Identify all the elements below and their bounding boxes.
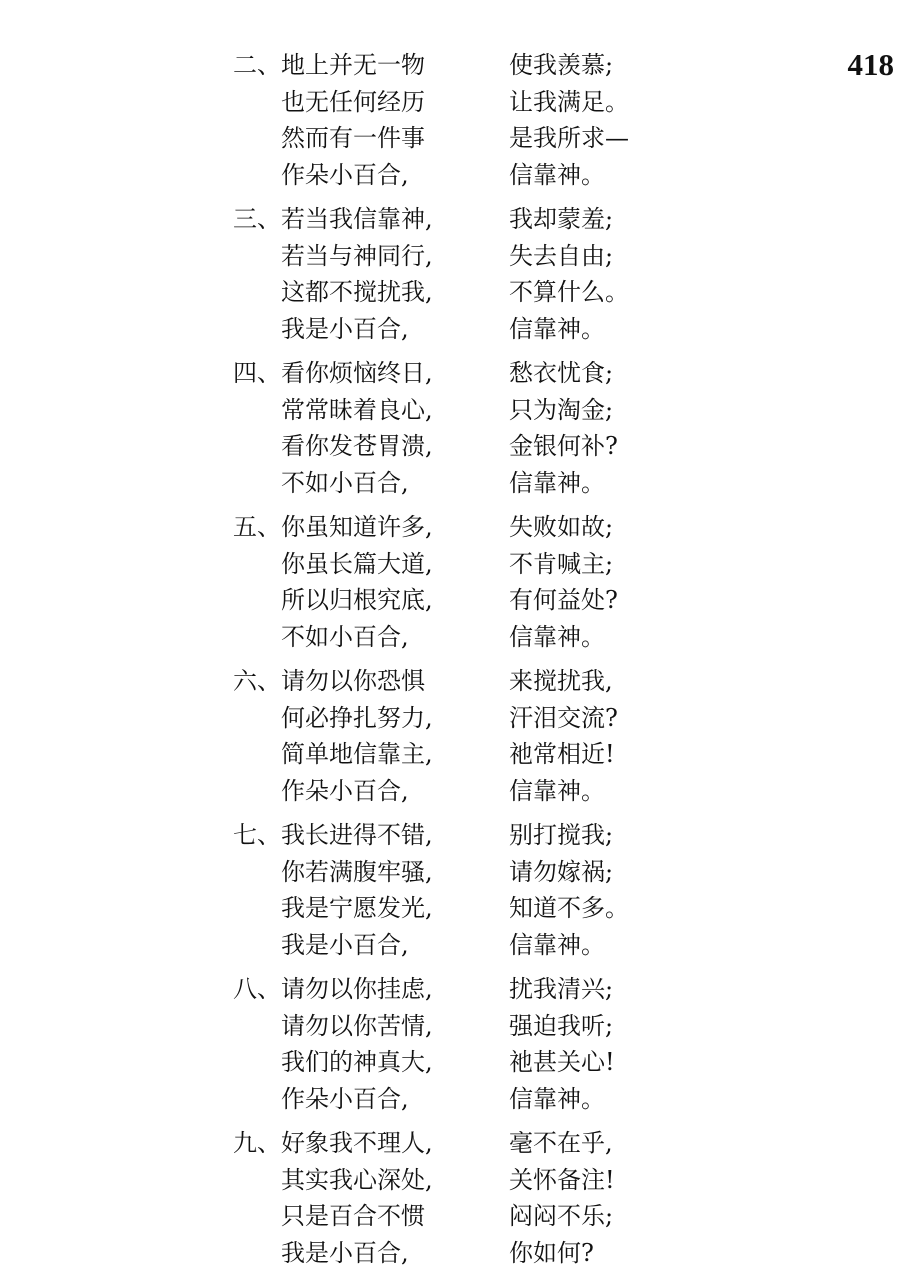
stanza-line <box>233 1162 663 1199</box>
stanza-number: 四、 <box>233 359 281 387</box>
stanza-line <box>233 1044 663 1081</box>
stanza-number: 九、 <box>233 1129 281 1157</box>
stanza-7 <box>233 817 663 963</box>
stanza-number: 三、 <box>233 205 281 233</box>
page-number: 418 <box>847 47 894 82</box>
stanza-line <box>233 238 663 275</box>
stanza-line <box>233 311 663 348</box>
stanza-line <box>233 1008 663 1045</box>
line-left-text: 你若满腹牢骚, <box>281 857 433 886</box>
line-right-text: 失去自由; <box>509 241 614 270</box>
stanza-line <box>233 355 663 392</box>
line-left-text: 我是小百合, <box>281 314 409 343</box>
line-left-text: 我长进得不错, <box>281 821 433 849</box>
stanza-number: 八、 <box>233 975 281 1003</box>
line-right-text: 信靠神。 <box>509 776 605 805</box>
line-right-text: 汗泪交流? <box>509 703 618 732</box>
stanza-9 <box>233 1125 663 1271</box>
line-left-text: 好象我不理人, <box>281 1129 433 1157</box>
line-left-text: 我是小百合, <box>281 1238 409 1267</box>
stanza-5 <box>233 509 663 655</box>
stanza-line <box>233 1198 663 1235</box>
line-left-text: 其实我心深处, <box>281 1165 433 1194</box>
line-left-text: 看你发苍胃溃, <box>281 432 433 460</box>
stanza-line <box>233 971 663 1008</box>
stanza-line <box>233 1125 663 1162</box>
line-left-text: 请勿以你恐惧 <box>281 667 425 695</box>
stanza-line <box>233 1081 663 1118</box>
stanza-6 <box>233 663 663 809</box>
line-right-text: 是我所求— <box>509 124 629 152</box>
line-left-text: 请勿以你苦情, <box>281 1011 433 1040</box>
line-left-text: 不如小百合, <box>281 468 409 497</box>
line-right-text: 有何益处? <box>509 586 618 614</box>
line-left-text: 不如小百合, <box>281 622 409 651</box>
line-left-text: 作朵小百合, <box>281 1084 409 1113</box>
line-right-text: 不肯喊主; <box>509 549 614 578</box>
line-left-text: 常常昧着良心, <box>281 395 433 424</box>
stanza-line <box>233 582 663 619</box>
line-left-text: 作朵小百合, <box>281 776 409 805</box>
line-right-text: 祂甚关心! <box>509 1048 615 1076</box>
line-right-text: 金银何补? <box>509 432 618 460</box>
line-left-text: 我是宁愿发光, <box>281 894 433 922</box>
stanza-line <box>233 201 663 238</box>
stanza-number: 五、 <box>233 513 281 541</box>
line-left-text: 你虽知道许多, <box>281 513 433 541</box>
line-right-text: 信靠神。 <box>509 622 605 651</box>
line-left-text: 这都不搅扰我, <box>281 278 433 306</box>
stanza-line <box>233 157 663 194</box>
line-left-text: 我们的神真大, <box>281 1048 433 1076</box>
line-right-text: 只为淘金; <box>509 395 614 424</box>
line-left-text: 作朵小百合, <box>281 160 409 189</box>
line-left-text: 也无任何经历 <box>281 87 425 116</box>
stanza-line <box>233 392 663 429</box>
line-left-text: 地上并无一物 <box>281 51 425 79</box>
line-left-text: 若当与神同行, <box>281 241 433 270</box>
stanza-line <box>233 428 663 465</box>
line-left-text: 简单地信靠主, <box>281 740 433 768</box>
line-left-text: 看你烦恼终日, <box>281 359 433 387</box>
stanza-line <box>233 854 663 891</box>
line-right-text: 强迫我听; <box>509 1011 614 1040</box>
stanza-3 <box>233 201 663 347</box>
stanza-line <box>233 84 663 121</box>
line-right-text: 信靠神。 <box>509 160 605 189</box>
stanza-line <box>233 465 663 502</box>
stanza-line <box>233 1235 663 1272</box>
stanza-number: 七、 <box>233 821 281 849</box>
line-left-text: 若当我信靠神, <box>281 205 433 233</box>
stanza-number: 二、 <box>233 51 281 79</box>
stanza-list <box>233 47 663 1279</box>
line-left-text: 何必挣扎努力, <box>281 703 433 732</box>
stanza-line <box>233 47 663 84</box>
line-right-text: 知道不多。 <box>509 894 629 922</box>
line-right-text: 祂常相近! <box>509 740 615 768</box>
line-left-text: 请勿以你挂虑, <box>281 975 433 1003</box>
line-right-text: 信靠神。 <box>509 314 605 343</box>
stanza-4 <box>233 355 663 501</box>
line-left-text: 然而有一件事 <box>281 124 425 152</box>
stanza-line <box>233 817 663 854</box>
line-right-text: 毫不在乎, <box>509 1129 613 1157</box>
line-right-text: 信靠神。 <box>509 468 605 497</box>
line-right-text: 来搅扰我, <box>509 667 613 695</box>
line-right-text: 别打搅我; <box>509 821 614 849</box>
line-right-text: 关怀备注! <box>509 1165 615 1194</box>
stanza-line <box>233 890 663 927</box>
stanza-line <box>233 120 663 157</box>
stanza-line <box>233 274 663 311</box>
line-right-text: 不算什么。 <box>509 278 629 306</box>
line-right-text: 请勿嫁祸; <box>509 857 614 886</box>
stanza-8 <box>233 971 663 1117</box>
line-left-text: 所以归根究底, <box>281 586 433 614</box>
line-right-text: 使我羡慕; <box>509 51 614 79</box>
line-left-text: 我是小百合, <box>281 930 409 959</box>
line-right-text: 信靠神。 <box>509 1084 605 1113</box>
line-right-text: 你如何? <box>509 1238 594 1267</box>
line-right-text: 让我满足。 <box>509 87 629 116</box>
line-right-text: 失败如故; <box>509 513 614 541</box>
stanza-line <box>233 773 663 810</box>
line-right-text: 信靠神。 <box>509 930 605 959</box>
line-right-text: 我却蒙羞; <box>509 205 614 233</box>
stanza-line <box>233 663 663 700</box>
stanza-line <box>233 509 663 546</box>
stanza-number: 六、 <box>233 667 281 695</box>
stanza-line <box>233 700 663 737</box>
line-right-text: 闷闷不乐; <box>509 1202 614 1230</box>
stanza-line <box>233 619 663 656</box>
line-right-text: 扰我清兴; <box>509 975 614 1003</box>
line-right-text: 愁衣忧食; <box>509 359 614 387</box>
stanza-line <box>233 927 663 964</box>
line-left-text: 你虽长篇大道, <box>281 549 433 578</box>
stanza-line <box>233 736 663 773</box>
stanza-2 <box>233 47 663 193</box>
stanza-line <box>233 546 663 583</box>
line-left-text: 只是百合不惯 <box>281 1202 425 1230</box>
